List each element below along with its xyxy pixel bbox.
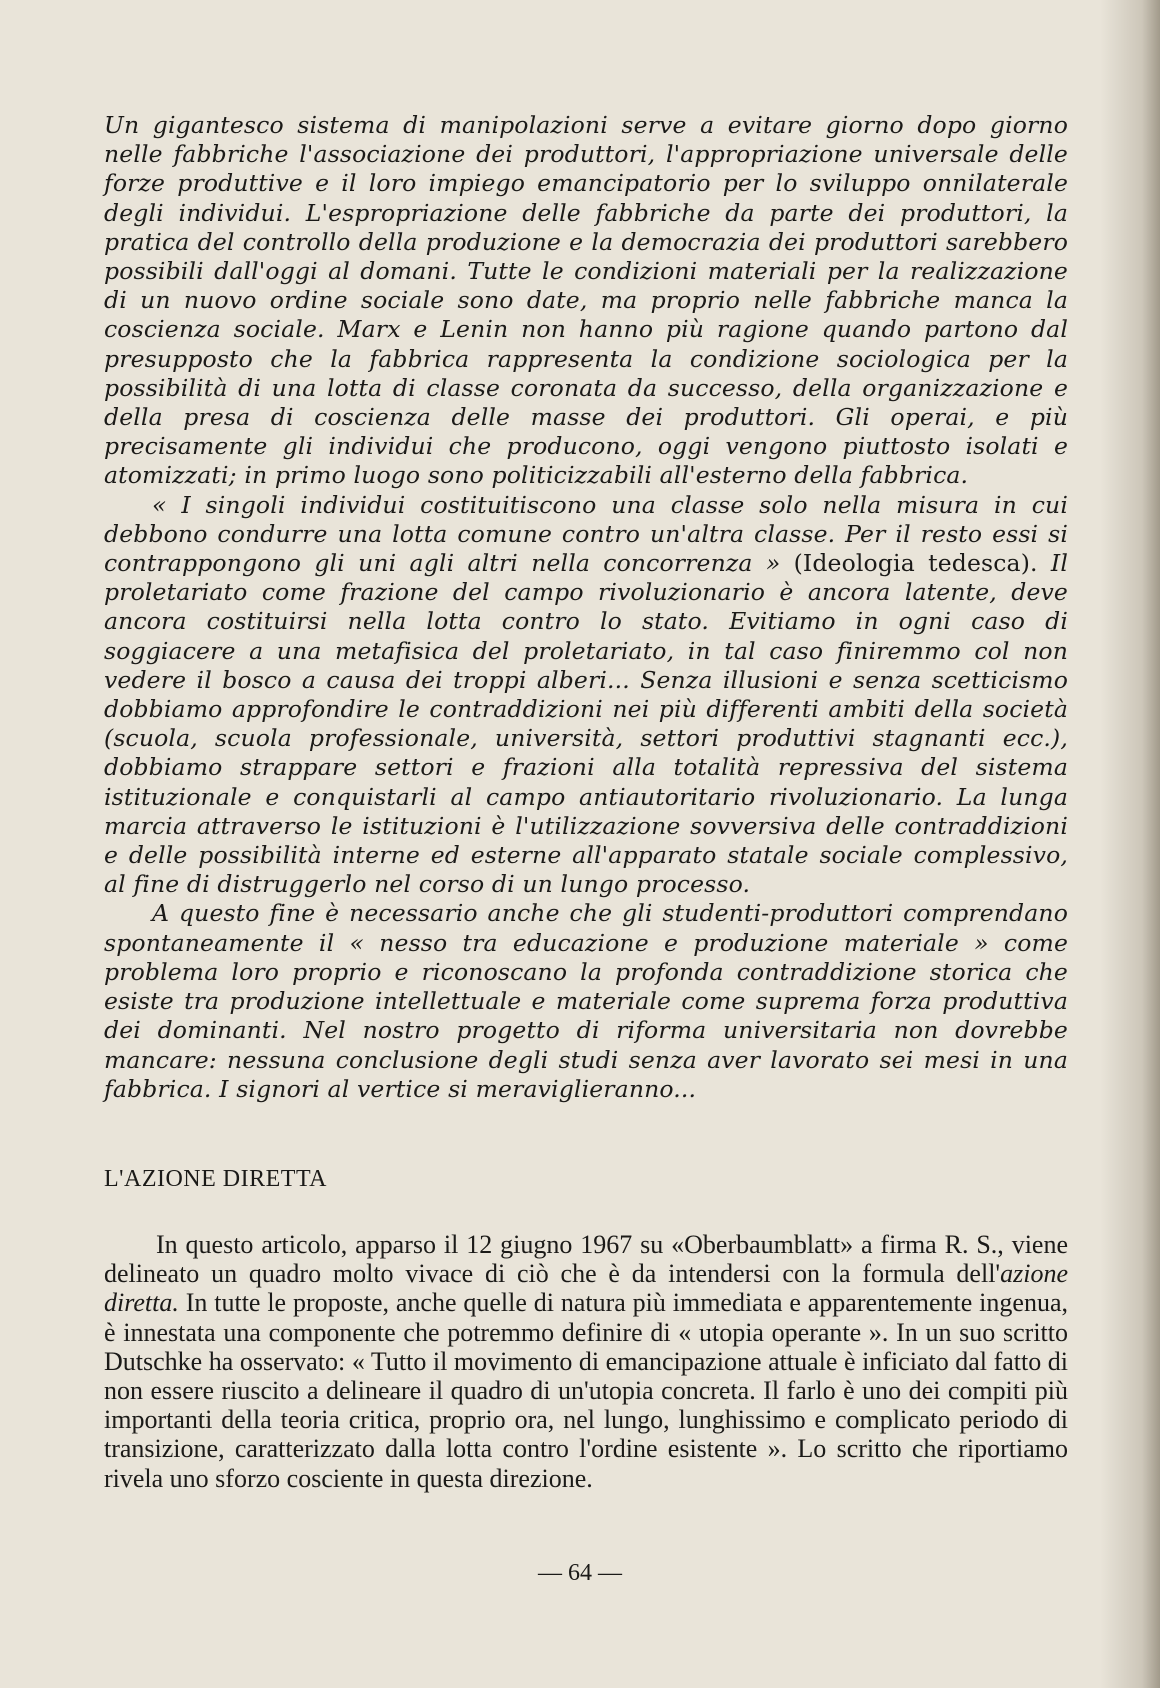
paragraph-direct-action — [104, 1230, 1068, 1493]
intro-text: In questo articolo, apparso il 12 giugno 1967 su «Oberbaumblatt» a firma R. S., viene delineato un quadro molto vivace di ciò che è da intendersi con la formula dell' — [104, 1230, 1068, 1289]
quote-text: « I singoli individui costituitiscono una classe solo nella misura in cui debbono condurre una lotta comune contro un'altra classe. Per il resto essi si contrappongono gli uni agli altri nella concorrenza » — [104, 490, 1068, 578]
paragraph-ideology-quote — [104, 491, 1068, 900]
page-edge-shadow — [1100, 0, 1160, 1688]
italic-text-block — [104, 111, 1068, 1104]
section-heading: L'AZIONE DIRETTA — [104, 1166, 328, 1192]
page-number: — 64 — — [538, 1560, 622, 1586]
intro-text-continued: In tutte le proposte, anche quelle di natura più immediata e apparentemente ingenua, è innestata una componente che potremmo definire di « utopia operante ». In un suo scritto Dutschke ha osservato: « Tutto il movimento di emancipazione attuale è inficiato dal fatto di non essere riuscito a delineare il quadro di un'utopia concreta. Il farlo è uno dei compiti più importanti della teoria critica, proprio ora, nel lungo, lunghissimo e complicato periodo di transizione, caratterizzato dalla lotta contro l'ordine esistente ». Lo scritto che riportiamo rivela uno sforzo cosciente in questa direzione. — [104, 1288, 1068, 1493]
paragraph-students-producers: A questo fine è necessario anche che gli studenti-produttori comprendano spontaneamente il « nesso tra educazione e produzione materiale » come problema loro proprio e riconoscano la profonda contraddizione storica che esiste tra produzione intellettuale e materiale come suprema forza produttiva dei dominanti. Nel nostro progetto di riforma universitaria non dovrebbe mancare: nessuna conclusione degli studi senza aver lavorato sei mesi in una fabbrica. I signori al vertice si meraviglieranno... — [104, 899, 1068, 1103]
paragraph-manipulation: Un gigantesco sistema di manipolazioni serve a evitare giorno dopo giorno nelle fabbriche l'associazione dei produttori, l'appropriazione universale delle forze produttive e il loro impiego emancipatorio per lo sviluppo onnilaterale degli individui. L'espropriazione delle fabbriche da parte dei produttori, la pratica del controllo della produzione e la democrazia dei produttori sarebbero possibili dall'oggi al domani. Tutte le condizioni materiali per la realizzazione di un nuovo ordine sociale sono date, ma proprio nelle fabbriche manca la coscienza sociale. Marx e Lenin non hanno più ragione quando partono dal presupposto che la fabbrica rappresenta la condizione sociologica per la possibilità di una lotta di classe coronata da successo, della organizzazione e della presa di coscienza delle masse dei produttori. Gli operai, e più precisamente gli individui che producono, oggi vengono piuttosto isolati e atomizzati; in primo luogo sono politicizzabili all'esterno della fabbrica. — [104, 111, 1068, 490]
section-body — [104, 1230, 1068, 1493]
paragraph-proletariat: Il proletariato come frazione del campo rivoluzionario è ancora latente, deve ancora costituirsi nella lotta contro lo stato. Evitiamo in ogni caso di soggiacere a una metafisica del proletariato, in tal caso finiremmo col non vedere il bosco a causa dei troppi alberi... Senza illusioni e senza scetticismo dobbiamo approfondire le contraddizioni nei più differenti ambiti della società (scuola, scuola professionale, università, settori produttivi stagnanti ecc.), dobbiamo strappare settori e frazioni alla totalità repressiva del sistema istituzionale e conquistarli al campo antiautoritario rivoluzionario. La lunga marcia attraverso le istituzioni è l'utilizzazione sovversiva delle contraddizioni e delle possibilità interne ed esterne all'apparato statale sociale complessivo, al fine di distruggerlo nel corso di un lungo processo. — [104, 549, 1068, 899]
page-content — [104, 111, 1068, 1493]
italic-term: azione diretta. — [104, 1259, 1068, 1318]
quote-citation: (Ideologia tedesca). — [793, 549, 1038, 578]
